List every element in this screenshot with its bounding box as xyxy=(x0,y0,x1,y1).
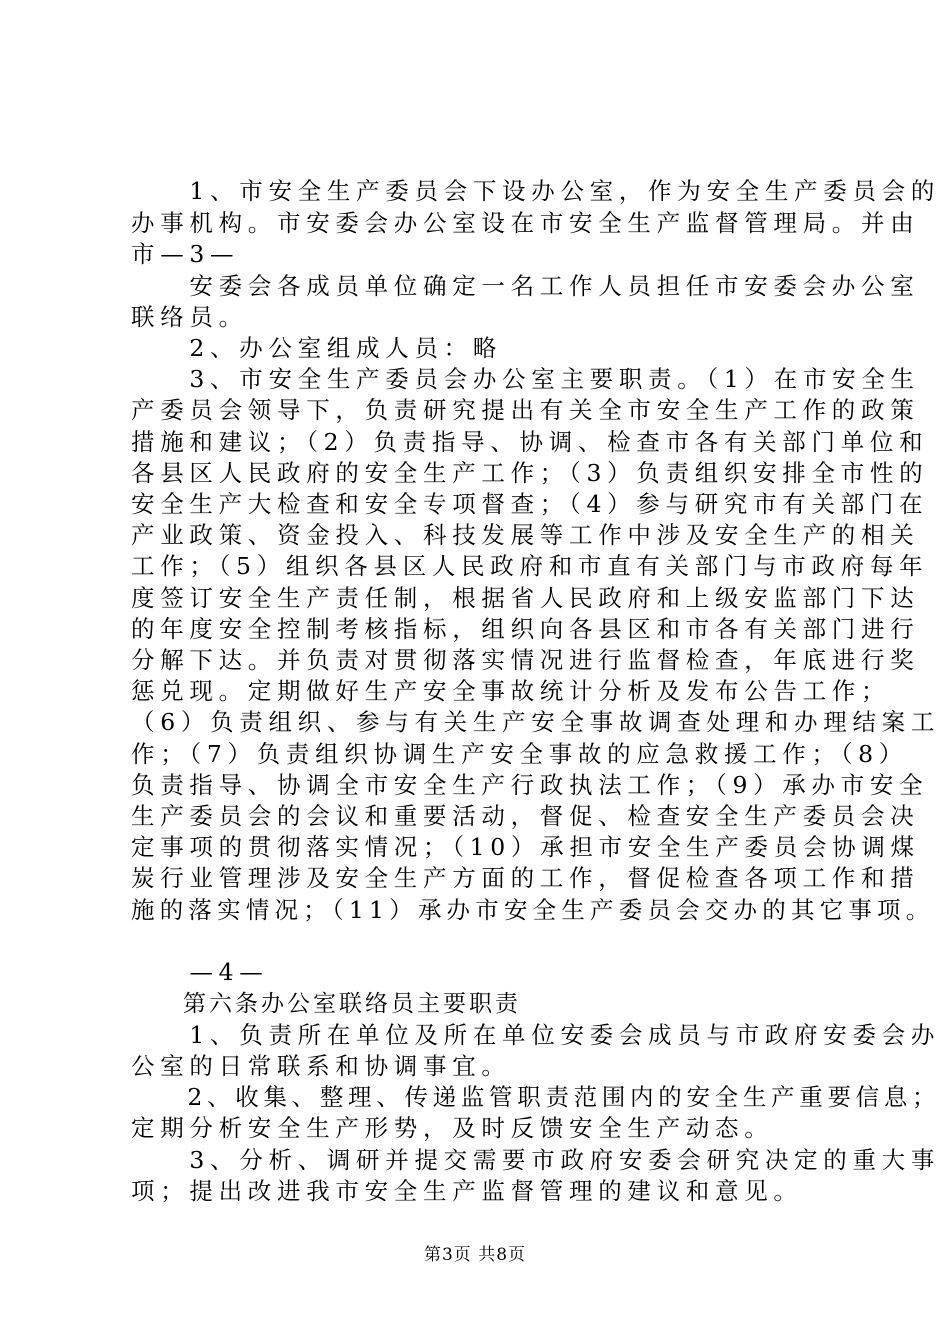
text-line: 的年度安全控制考核指标，组织向各县区和市各有关部门进行 xyxy=(131,615,920,643)
section-heading: 第六条办公室联络员主要职责 xyxy=(131,991,521,1017)
text-line: 度签订安全生产责任制，根据省人民政府和上级安监部门下达 xyxy=(131,584,920,612)
text-line: 惩兑现。定期做好生产安全事故统计分析及发布公告工作； xyxy=(131,677,891,705)
text-line: 炭行业管理涉及安全生产方面的工作，督促检查各项工作和措 xyxy=(131,864,920,892)
text-line: 分解下达。并负责对贯彻落实情况进行监督检查，年底进行奖 xyxy=(131,646,920,674)
text-line: 产委员会领导下，负责研究提出有关全市安全生产工作的政策 xyxy=(131,396,920,424)
text-line: 项；提出改进我市安全生产监督管理的建议和意见。 xyxy=(131,1177,803,1205)
text-line: 负责指导、协调全市安全生产行政执法工作；（9）承办市安全 xyxy=(131,771,929,799)
text-line: 办事机构。市安委会办公室设在市安全生产监督管理局。并由 xyxy=(131,209,920,237)
text-line: 安委会各成员单位确定一名工作人员担任市安委会办公室 xyxy=(131,272,920,300)
text-line: 联络员。 xyxy=(131,303,248,331)
text-line: 1、市安全生产委员会下设办公室，作为安全生产委员会的 xyxy=(131,177,941,205)
text-line: 工作；（5）组织各县区人民政府和市直有关部门与市政府每年 xyxy=(131,552,929,580)
text-line: 作；（7）负责组织协调生产安全事故的应急救援工作；（8） xyxy=(131,740,909,768)
text-line: 安全生产大检查和安全专项督查；（4）参与研究市有关部门在 xyxy=(131,490,929,518)
page-footer: 第3页 共8页 xyxy=(423,1245,527,1265)
text-line: 措施和建议；（2）负责指导、协调、检查市各有关部门单位和 xyxy=(131,428,929,456)
text-line: 施的落实情况；（11）承办市安全生产委员会交办的其它事项。 xyxy=(131,896,935,924)
text-line: （6）负责组织、参与有关生产安全事故调查处理和办理结案工 xyxy=(131,708,941,736)
text-line: 生产委员会的会议和重要活动，督促、检查安全生产委员会决 xyxy=(131,802,920,830)
text-line: 市—3— xyxy=(131,240,240,268)
text-line: 3、市安全生产委员会办公室主要职责。（1）在市安全生 xyxy=(131,365,920,393)
text-line: 2、办公室组成人员：略 xyxy=(131,334,503,362)
text-line: 各县区人民政府的安全生产工作；（3）负责组织安排全市性的 xyxy=(131,459,929,487)
text-line: 1、负责所在单位及所在单位安委会成员与市政府安委会办 xyxy=(131,1021,941,1049)
page-marker: —4— xyxy=(131,958,269,986)
text-line: 公室的日常联系和协调事宜。 xyxy=(131,1052,511,1080)
text-line: 3、分析、调研并提交需要市政府安委会研究决定的重大事 xyxy=(131,1146,941,1174)
text-line: 定期分析安全生产形势，及时反馈安全生产动态。 xyxy=(131,1114,774,1142)
text-line: 产业政策、资金投入、科技发展等工作中涉及安全生产的相关 xyxy=(131,521,920,549)
text-line: 2、收集、整理、传递监管职责范围内的安全生产重要信息； xyxy=(131,1083,941,1111)
text-line: 定事项的贯彻落实情况；（10）承担市安全生产委员会协调煤 xyxy=(131,833,920,861)
